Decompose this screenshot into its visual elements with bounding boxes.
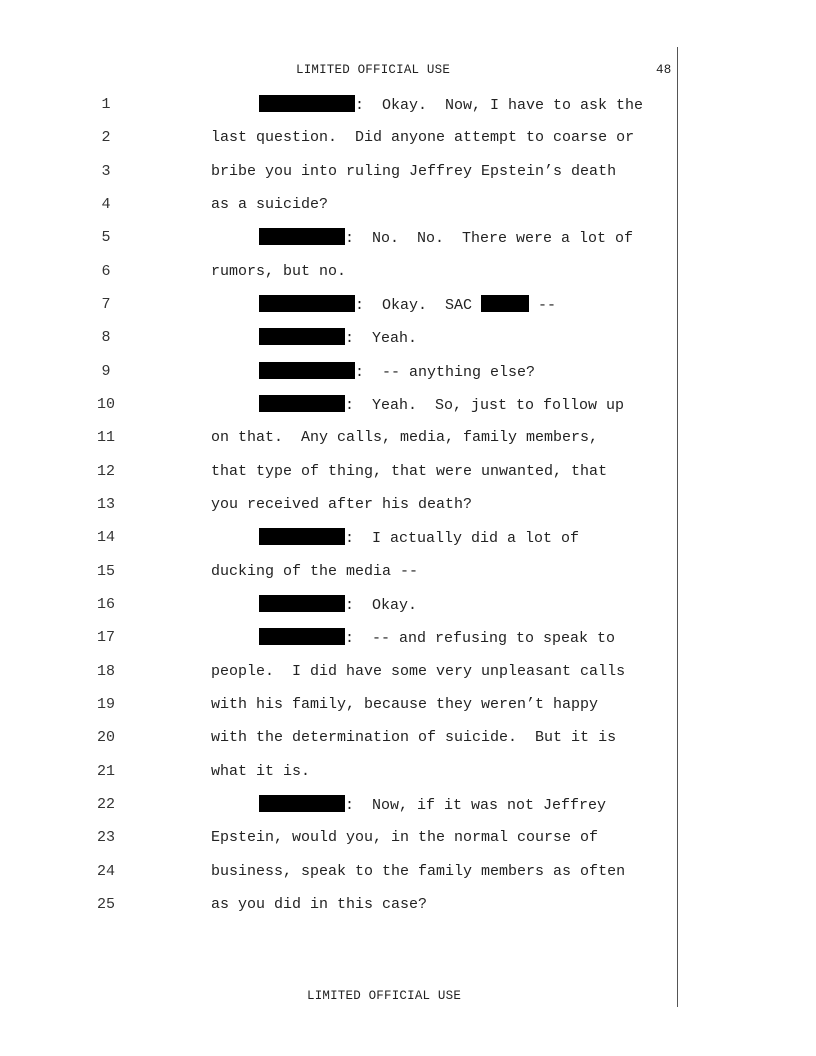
line-number: 1 — [101, 96, 111, 113]
line-number: 12 — [96, 463, 115, 480]
line-text — [259, 595, 417, 616]
line-number: 14 — [96, 529, 115, 546]
line-content: : I actually did a lot of — [345, 530, 580, 547]
line-content: : -- anything else? — [355, 364, 536, 381]
line-number: 4 — [101, 196, 111, 213]
line-content: ducking of the media -- — [211, 563, 419, 580]
line-content: : No. No. There were a lot of — [345, 230, 634, 247]
line-number: 20 — [96, 729, 115, 746]
line-number: 5 — [101, 229, 111, 246]
line-number: 9 — [101, 363, 111, 380]
transcript-line — [0, 228, 670, 262]
line-content: with his family, because they weren’t happy — [211, 696, 599, 713]
line-content: : Yeah. So, just to follow up — [345, 397, 625, 414]
line-content-tail: -- — [529, 297, 557, 314]
line-text — [259, 628, 615, 649]
header-title: LIMITED OFFICIAL USE — [296, 63, 451, 77]
line-text — [259, 228, 633, 249]
transcript-line — [0, 128, 670, 162]
line-number: 3 — [101, 163, 111, 180]
line-number: 18 — [96, 663, 115, 680]
line-content: Epstein, would you, in the normal course of — [211, 829, 599, 846]
redaction-box — [259, 528, 345, 545]
transcript-line — [0, 562, 670, 596]
transcript-line — [0, 895, 670, 929]
line-content: : -- and refusing to speak to — [345, 630, 616, 647]
redaction-box — [259, 628, 345, 645]
redaction-box — [259, 295, 355, 312]
transcript-line — [0, 628, 670, 662]
redaction-box — [481, 295, 529, 312]
transcript-line — [0, 762, 670, 796]
line-number: 23 — [96, 829, 115, 846]
line-content: : Okay. Now, I have to ask the — [355, 97, 644, 114]
line-number: 8 — [101, 329, 111, 346]
line-content: what it is. — [211, 763, 311, 780]
line-number: 16 — [96, 596, 115, 613]
transcript-line — [0, 495, 670, 529]
redaction-box — [259, 395, 345, 412]
transcript-line — [0, 862, 670, 896]
line-content: as you did in this case? — [211, 896, 428, 913]
page-number: 48 — [656, 63, 672, 77]
line-number: 21 — [96, 763, 115, 780]
redaction-box — [259, 328, 345, 345]
line-content: bribe you into ruling Jeffrey Epstein’s death — [211, 163, 617, 180]
redaction-box — [259, 95, 355, 112]
line-number: 7 — [101, 296, 111, 313]
transcript-line — [0, 462, 670, 496]
transcript-line — [0, 162, 670, 196]
line-content: as a suicide? — [211, 196, 329, 213]
transcript-line — [0, 428, 670, 462]
line-number: 19 — [96, 696, 115, 713]
transcript-line — [0, 595, 670, 629]
transcript-line — [0, 528, 670, 562]
line-content: rumors, but no. — [211, 263, 347, 280]
line-number: 10 — [96, 396, 115, 413]
line-number: 13 — [96, 496, 115, 513]
line-content: business, speak to the family members as often — [211, 863, 626, 880]
transcript-line — [0, 95, 670, 129]
margin-rule — [677, 47, 678, 1007]
line-text — [259, 395, 624, 416]
line-content: that type of thing, that were unwanted, that — [211, 463, 608, 480]
line-number: 24 — [96, 863, 115, 880]
transcript-line — [0, 262, 670, 296]
transcript-line — [0, 828, 670, 862]
line-number: 11 — [96, 429, 115, 446]
redaction-box — [259, 362, 355, 379]
transcript-line — [0, 195, 670, 229]
line-number: 17 — [96, 629, 115, 646]
redaction-box — [259, 228, 345, 245]
line-number: 6 — [101, 263, 111, 280]
line-number: 22 — [96, 796, 115, 813]
line-text — [259, 795, 606, 816]
transcript-line — [0, 362, 670, 396]
line-content: : Okay. SAC — [355, 297, 482, 314]
line-content: : Okay. — [345, 597, 418, 614]
redaction-box — [259, 595, 345, 612]
line-number: 25 — [96, 896, 115, 913]
line-text — [259, 295, 556, 316]
line-text — [259, 362, 535, 383]
line-text — [259, 328, 417, 349]
line-content: people. I did have some very unpleasant calls — [211, 663, 626, 680]
line-content: with the determination of suicide. But it is — [211, 729, 617, 746]
transcript-line — [0, 295, 670, 329]
line-text — [259, 528, 579, 549]
line-text — [259, 95, 643, 116]
transcript-line — [0, 728, 670, 762]
line-content: last question. Did anyone attempt to coarse or — [211, 129, 635, 146]
line-number: 2 — [101, 129, 111, 146]
line-content: on that. Any calls, media, family members, — [211, 429, 599, 446]
redaction-box — [259, 795, 345, 812]
line-content: you received after his death? — [211, 496, 473, 513]
line-number: 15 — [96, 563, 115, 580]
transcript-line — [0, 695, 670, 729]
line-content: : Yeah. — [345, 330, 418, 347]
transcript-line — [0, 328, 670, 362]
transcript-line — [0, 662, 670, 696]
transcript-line — [0, 795, 670, 829]
page-footer: LIMITED OFFICIAL USE — [307, 989, 462, 1003]
line-content: : Now, if it was not Jeffrey — [345, 797, 607, 814]
transcript-line — [0, 395, 670, 429]
